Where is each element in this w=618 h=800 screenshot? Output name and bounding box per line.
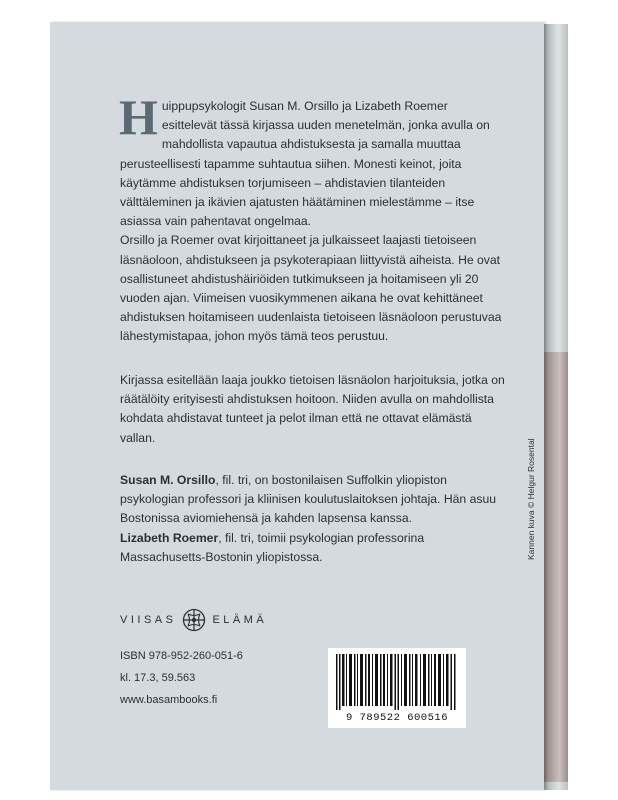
author-bio-2 (120, 529, 505, 567)
classification-text: kl. 17.3, 59.563 (120, 672, 196, 684)
spine-photo-band (544, 352, 568, 782)
website-text: www.basambooks.fi (120, 694, 218, 706)
author-bio-1 (120, 471, 505, 529)
author-2-bio-text: , fil. tri, toimii psykologian professorina Massachusetts-Bostonin yliopistossa. (120, 530, 425, 564)
blurb-paragraph-2: Orsillo ja Roemer ovat kirjoittaneet ja julkaisseet laajasti tietoiseen läsnäoloon, ahdistukseen ja psykoterapiaan liittyvistä aiheista. He ovat osallistuneet ahdistushäiriöiden tutkimukseen ja hoitamiseen yli 20 vuoden ajan. Viimeisen vuosikymmenen aikana he ovat kehittäneet ahdistuksen hoitamiseen uudenlaista tietoiseen läsnäoloon perustuvaa lähestymistapaa, johon myös tämä teos perustuu. (120, 233, 502, 344)
barcode-number: 9 789522 600516 (345, 712, 448, 724)
author-2-name: Lizabeth Roemer (120, 530, 219, 545)
author-bios (120, 471, 505, 567)
barcode-bars (336, 654, 458, 710)
publisher-word-right: ELÄMÄ (212, 614, 268, 626)
blurb-paragraph-1 (119, 89, 505, 347)
dropcap-letter: H (119, 89, 158, 145)
blurb-paragraph-3 (120, 371, 505, 448)
isbn-text: ISBN 978-952-260-051-6 (120, 650, 243, 662)
cover-photo-credit: Kannen kuva © Helgur Rosental (526, 438, 536, 560)
publisher-logo-line (120, 607, 267, 633)
author-1-bio-text: , fil. tri, on bostonilaisen Suffolkin yliopiston psykologian professori ja kliinisen koulutuslaitoksen johtaja. Hän asuu Bostonissa aviomiehensä ja kahden lapsensa kanssa. (120, 473, 496, 526)
author-1-name: Susan M. Orsillo (120, 473, 216, 487)
book-info (120, 645, 243, 711)
compass-knot-icon (182, 608, 206, 632)
publisher-word-left: VIISAS (120, 614, 177, 626)
barcode (328, 648, 466, 728)
blurb-paragraph-3-text: Kirjassa esitellään laaja joukko tietoisen läsnäolon harjoituksia, jotka on räätälöity erityisesti ahdistuksen hoitoon. Niiden avulla on mahdollista kohdata ahdistavat tunteet ja pelot ilman että ne ottavat elämästä vallan. (120, 373, 505, 445)
blurb-paragraph-1-text: uippupsykologit Susan M. Orsillo ja Lizabeth Roemer esittelevät tässä kirjassa uuden menetelmän, jonka avulla on mahdollista vapautua ahdistuksesta ja samalla muuttaa perusteellisesti tapamme suhtautua siihen. Monesti keinot, joita käytämme ahdistuksen torjumiseen – ahdistavien tilanteiden välttäleminen ja ikävien ajatusten häätäminen mielestämme – itse asiassa vain pahentavat ongelmaa. (120, 99, 490, 229)
